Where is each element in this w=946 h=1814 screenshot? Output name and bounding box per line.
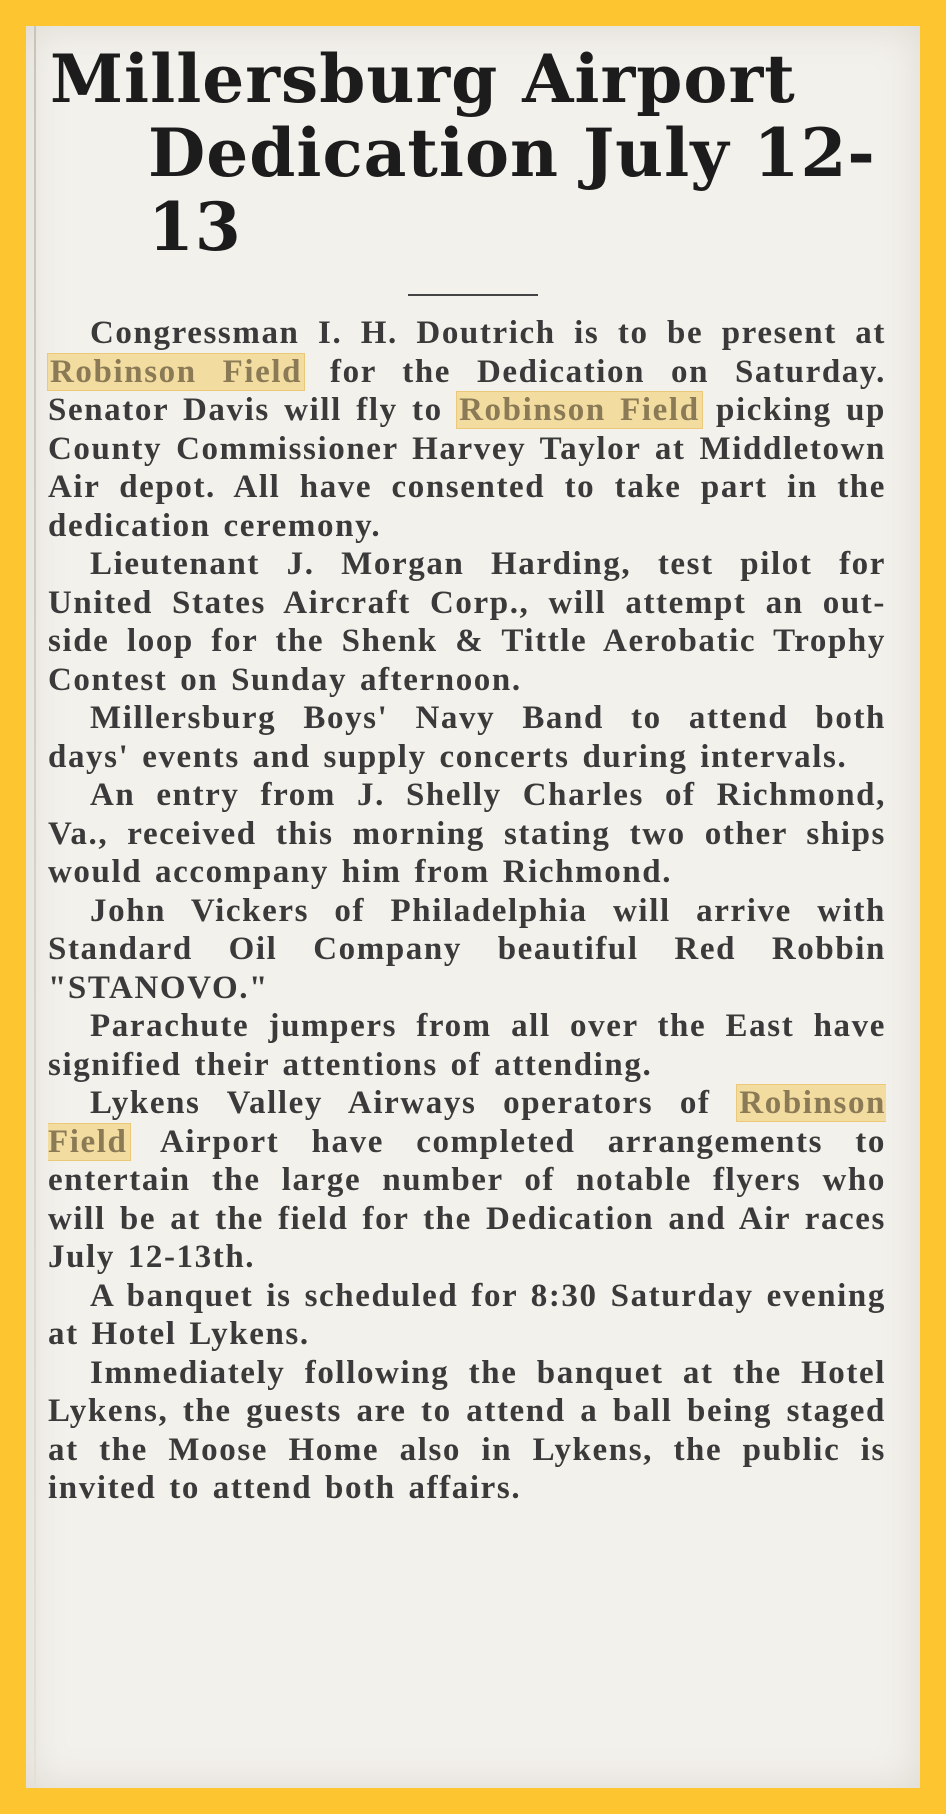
paragraph-text: An entry from J. Shelly Charles of Richmond, Va., received this morning stating two other ships would accompany him from Richmond. xyxy=(48,777,886,890)
newspaper-clipping xyxy=(26,26,920,1788)
headline-line-2: Dedication July 12-13 xyxy=(148,114,876,266)
paragraph-text: Congressman I. H. Doutrich is to be present at xyxy=(90,315,886,351)
paragraph-text: Parachute jumpers from all over the East have signified their attentions of attending. xyxy=(48,1008,886,1083)
article-paragraph xyxy=(48,1084,886,1277)
highlighted-term: Robinson Field xyxy=(459,392,700,428)
article-paragraph xyxy=(48,1354,886,1508)
paragraph-text: Millersburg Boys' Navy Band to attend both days' events and supply concerts during intervals. xyxy=(48,700,886,775)
headline xyxy=(26,26,920,264)
article-paragraph xyxy=(48,1007,886,1084)
highlighted-term: Robinson Field xyxy=(48,1085,886,1160)
highlighted-term: Robinson Field xyxy=(50,353,303,390)
headline-line-1: Millersburg Airport xyxy=(50,40,796,118)
divider-rule xyxy=(408,294,538,296)
paragraph-text: Lykens Valley Airways operators of xyxy=(90,1085,738,1121)
paragraph-text: Immediately following the banquet at the Hotel Lykens, the guests are to attend a ball being staged at the Moose Home also in Lykens, the public is invited to attend both affairs. xyxy=(48,1354,886,1506)
article-paragraph xyxy=(48,314,886,545)
article-paragraph xyxy=(48,699,886,776)
article-paragraph xyxy=(48,545,886,699)
article-paragraph xyxy=(48,776,886,892)
paragraph-text: for the Dedication on Saturday. Senator Davis will fly to xyxy=(48,353,886,428)
article-paragraph xyxy=(48,1277,886,1354)
paragraph-text: Airport have completed arrangements to entertain the large number of notable flyers who will be at the field for the Dedication and Air races July 12-13th. xyxy=(48,1123,886,1275)
article-body xyxy=(26,314,920,1508)
paragraph-text: picking up County Commissioner Harvey Taylor at Middletown Air depot. All have consented to take part in the dedication ceremony. xyxy=(48,392,887,544)
paragraph-text: John Vickers of Philadelphia will arrive with Standard Oil Company beautiful Red Robbin "STANOVO." xyxy=(48,892,886,1006)
paragraph-text: A banquet is scheduled for 8:30 Saturday evening at Hotel Lykens. xyxy=(48,1277,886,1352)
article-paragraph xyxy=(48,892,886,1008)
paragraph-text: Lieutenant J. Morgan Harding, test pilot for United States Aircraft Corp., will attempt an out-side loop for the Shenk & Tittle Aerobatic Trophy Contest on Sunday afternoon. xyxy=(48,546,886,698)
